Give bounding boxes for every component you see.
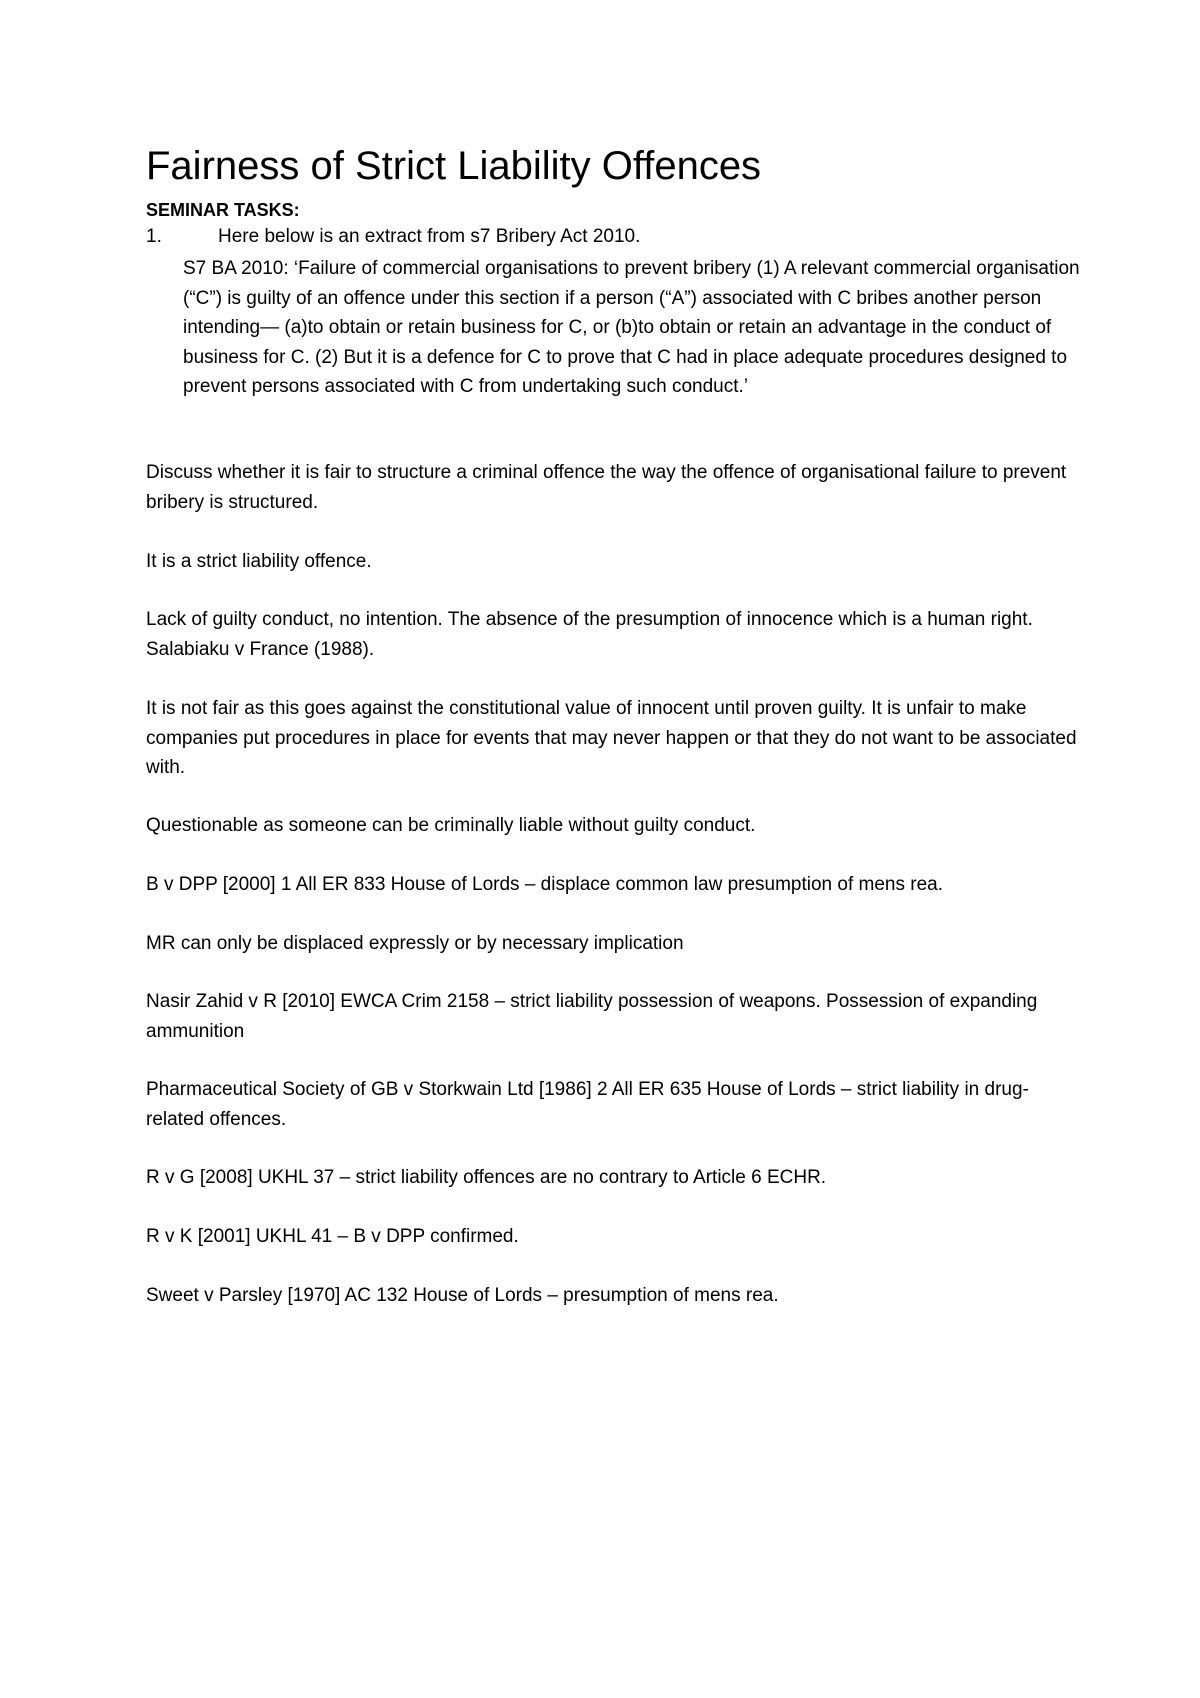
paragraph-lack-of-guilty-conduct: Lack of guilty conduct, no intention. The absence of the presumption of innocence which is a human right. Salabiaku v France (1988). — [146, 609, 1033, 660]
case-b-v-dpp: B v DPP [2000] 1 All ER 833 House of Lords – displace common law presumption of mens rea. — [146, 874, 944, 895]
seminar-heading: SEMINAR TASKS: — [146, 200, 300, 220]
case-r-v-g: R v G [2008] UKHL 37 – strict liability offences are no contrary to Article 6 ECHR. — [146, 1167, 827, 1188]
case-pharmaceutical-society: Pharmaceutical Society of GB v Storkwain Ltd [1986] 2 All ER 635 House of Lords – strict liability in drug-related offences. — [146, 1079, 1029, 1130]
paragraph-discuss: Discuss whether it is fair to structure a criminal offence the way the offence of organisational failure to prevent bribery is structured. — [146, 462, 1067, 513]
statute-extract: S7 BA 2010: ‘Failure of commercial organisations to prevent bribery (1) A relevant commercial organisation (“C”) is guilty of an offence under this section if a person (“A”) associated with C bribes another person intending— (a)to obtain or retain business for C, or (b)to obtain or retain an advantage in the conduct of business for C. (2) But it is a defence for C to prove that C had in place adequate procedures designed to prevent persons associated with C from undertaking such conduct.’ — [183, 258, 1080, 397]
case-sweet-v-parsley: Sweet v Parsley [1970] AC 132 House of Lords – presumption of mens rea. — [146, 1285, 779, 1306]
task-number: 1. — [146, 226, 162, 247]
task-intro: Here below is an extract from s7 Bribery Act 2010. — [218, 226, 641, 247]
paragraph-mr-displaced: MR can only be displaced expressly or by necessary implication — [146, 933, 684, 954]
case-nasir-zahid: Nasir Zahid v R [2010] EWCA Crim 2158 – strict liability possession of weapons. Possession of expanding ammunition — [146, 991, 1038, 1042]
page-title: Fairness of Strict Liability Offences — [146, 144, 762, 188]
case-r-v-k: R v K [2001] UKHL 41 – B v DPP confirmed. — [146, 1226, 519, 1247]
paragraph-strict-liability: It is a strict liability offence. — [146, 551, 372, 572]
paragraph-not-fair: It is not fair as this goes against the constitutional value of innocent until proven guilty. It is unfair to make companies put procedures in place for events that may never happen or that they do not want to be associated with. — [146, 698, 1077, 778]
paragraph-questionable: Questionable as someone can be criminally liable without guilty conduct. — [146, 815, 756, 836]
